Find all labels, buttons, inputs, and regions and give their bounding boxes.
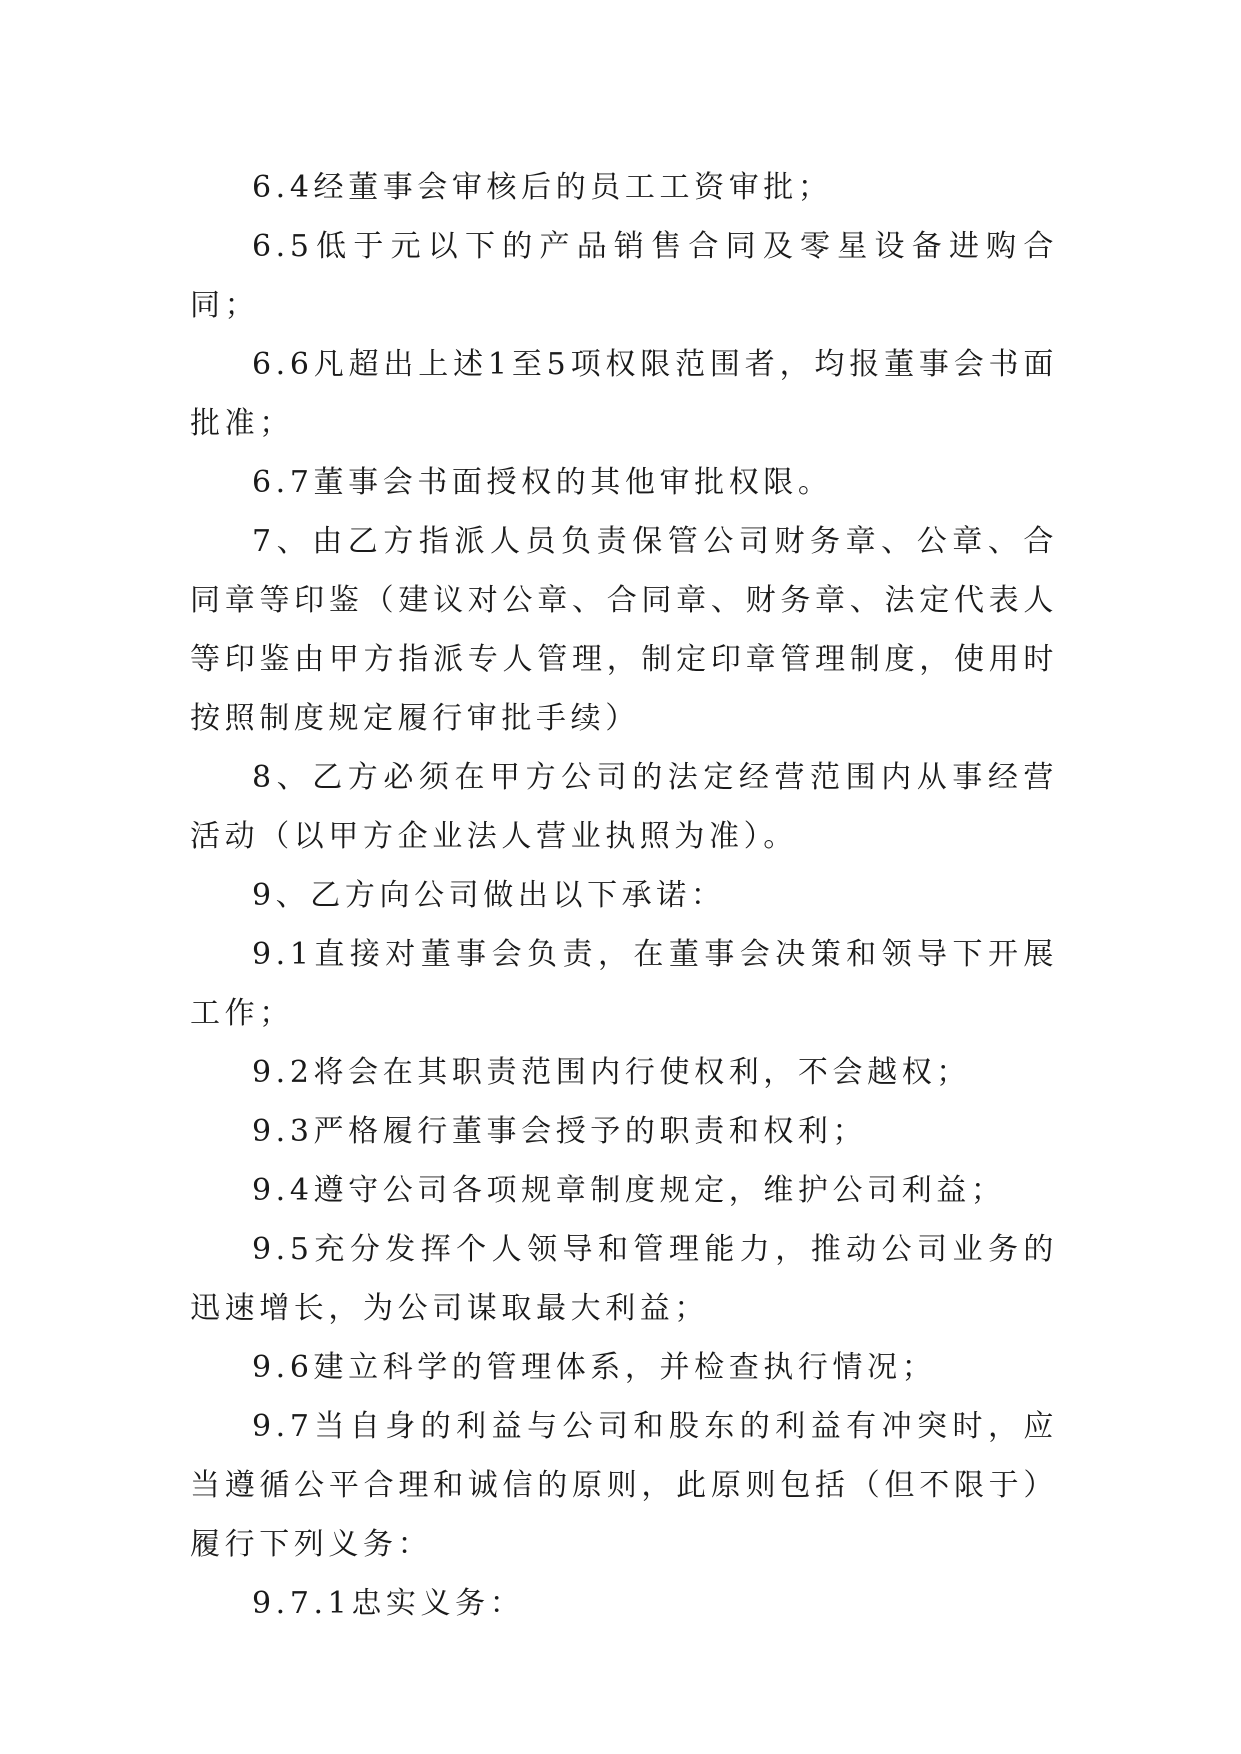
paragraph-6-6: 6.6凡超出上述1至5项权限范围者，均报董事会书面批准； [190,347,1058,441]
paragraph-6-7: 6.7董事会书面授权的其他审批权限。 [252,465,833,500]
paragraph-6-4: 6.4经董事会审核后的员工工资审批； [252,170,833,205]
paragraph-9-7: 9.7当自身的利益与公司和股东的利益有冲突时，应当遵循公平合理和诚信的原则，此原则包括（但不限于）履行下列义务： [190,1409,1058,1562]
paragraph-9-4: 9.4遵守公司各项规章制度规定，维护公司利益； [252,1173,1006,1208]
paragraph-9-5: 9.5充分发挥个人领导和管理能力，推动公司业务的迅速增长，为公司谋取最大利益； [190,1232,1058,1326]
paragraph-6-5: 6.5低于元以下的产品销售合同及零星设备进购合同； [190,229,1058,323]
paragraph-9-1: 9.1直接对董事会负责，在董事会决策和领导下开展工作； [190,937,1058,1031]
document-body [190,158,1058,1633]
paragraph-9: 9、乙方向公司做出以下承诺： [252,878,726,913]
paragraph-9-2: 9.2将会在其职责范围内行使权利，不会越权； [252,1055,971,1090]
paragraph-8: 8、乙方必须在甲方公司的法定经营范围内从事经营活动（以甲方企业法人营业执照为准）。 [190,760,1058,854]
paragraph-9-3: 9.3严格履行董事会授予的职责和权利； [252,1114,868,1149]
paragraph-9-7-1: 9.7.1忠实义务： [252,1586,525,1621]
paragraph-7: 7、由乙方指派人员负责保管公司财务章、公章、合同章等印鉴（建议对公章、合同章、财务章、法定代表人等印鉴由甲方指派专人管理，制定印章管理制度，使用时按照制度规定履行审批手续） [190,524,1058,736]
paragraph-9-6: 9.6建立科学的管理体系，并检查执行情况； [252,1350,937,1385]
